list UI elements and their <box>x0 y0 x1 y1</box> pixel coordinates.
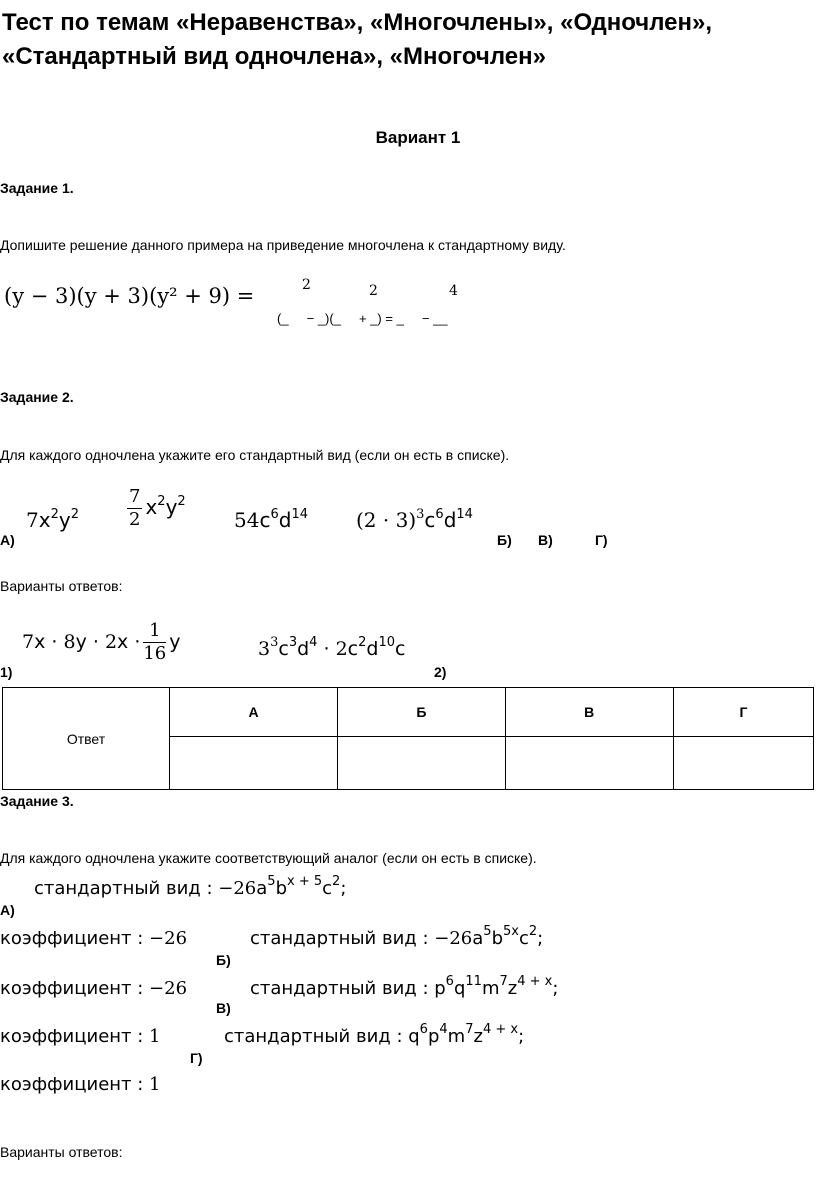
task3-coef-d <box>0 1074 161 1095</box>
page-title: Тест по темам «Неравенства», «Многочлены», «Одночлен», «Стандартный вид одночлена», «Многочлен» <box>2 9 713 70</box>
answer-table <box>2 687 814 790</box>
std-label: стандартный вид : <box>250 978 429 999</box>
task3-answers-heading: Варианты ответов: <box>0 1144 123 1160</box>
task1-sup-2: 2 <box>369 283 378 299</box>
task3-label-c: В) <box>216 1000 231 1016</box>
task2-option-2: $3^3c^3d^4 \cdot 2c^2d^{10}c$ <box>258 635 406 660</box>
task2-monomial-d: $(2 \cdot 3)^3c^6d^{14}$ <box>356 507 473 532</box>
answer-col-c: В <box>505 688 673 737</box>
coef-value: −26 <box>149 978 188 999</box>
task2-option-label-2: 2) <box>434 664 447 680</box>
coef-value: 1 <box>149 1026 161 1047</box>
task3-coef-c <box>0 1026 161 1047</box>
std-label: стандартный вид : <box>34 878 213 899</box>
task3-heading: Задание 3. <box>0 793 74 809</box>
task3-label-d: Г) <box>190 1050 203 1066</box>
task1-sup-1: 2 <box>302 277 311 293</box>
task2-option-label-1: 1) <box>0 664 13 680</box>
coef-label: коэффициент : <box>0 1074 144 1095</box>
task1-sup-3: 4 <box>449 283 458 299</box>
task2-label-a: А) <box>0 532 15 548</box>
task3-coef-b <box>0 978 187 999</box>
task3-label-b: Б) <box>216 952 231 968</box>
answer-col-b: Б <box>338 688 505 737</box>
task3-std-c: стандартный вид : $p^6q^{11}m^7z^{4 + x}$; <box>250 974 559 999</box>
task2-text: Для каждого одночлена укажите его стандартный вид (если он есть в списке). <box>0 447 510 463</box>
task2-option-1: 7x · 8y · 2x · $\frac{1}{16}$ y <box>22 620 181 664</box>
task1-text: Допишите решение данного примера на приведение многочлена к стандартному виду. <box>0 237 566 253</box>
task1-expression: (y − 3)(y + 3)(y² + 9) = <box>4 284 255 308</box>
answer-cell-a[interactable] <box>170 737 338 790</box>
answer-cell-b[interactable] <box>338 737 505 790</box>
coef-label: коэффициент : <box>0 928 144 949</box>
answer-cell-d[interactable] <box>673 737 813 790</box>
answer-row-label: Ответ <box>3 688 170 790</box>
coef-label: коэффициент : <box>0 978 144 999</box>
task1-heading: Задание 1. <box>0 180 74 196</box>
task2-monomial-b: $\frac{7}{2}$ $x^2y^2$ <box>129 486 186 530</box>
task3-std-b: стандартный вид : $-26a^5b^{5x}c^2$; <box>250 924 544 949</box>
task2-label-b: Б) <box>497 532 512 548</box>
task1-blanks: (_ − _)(_ + _) = _ − __ <box>277 311 448 326</box>
std-label: стандартный вид : <box>224 1026 403 1047</box>
task2-monomial-c: $54c^6d^{14}$ <box>234 507 308 532</box>
task3-std-d: стандартный вид : $q^6p^4m^7z^{4 + x}$; <box>224 1022 525 1047</box>
answer-col-a: А <box>170 688 338 737</box>
task3-text: Для каждого одночлена укажите соответствующий аналог (если он есть в списке). <box>0 850 537 866</box>
std-label: стандартный вид : <box>250 928 429 949</box>
task2-monomial-a: $7x^2y^2$ <box>26 507 79 532</box>
task3-label-a: А) <box>0 902 15 918</box>
task3-std-a: стандартный вид : $-26a^5b^{x + 5}c^2$; <box>34 874 347 899</box>
task2-heading: Задание 2. <box>0 389 74 405</box>
coef-value: 1 <box>149 1074 161 1095</box>
coef-label: коэффициент : <box>0 1026 144 1047</box>
answer-cell-c[interactable] <box>505 737 673 790</box>
task2-label-d: Г) <box>595 532 608 548</box>
task2-answers-heading: Варианты ответов: <box>0 578 123 594</box>
coef-value: −26 <box>149 928 188 949</box>
task2-label-c: В) <box>538 532 553 548</box>
variant-heading: Вариант 1 <box>375 128 461 147</box>
task3-coef-a <box>0 928 187 949</box>
answer-col-d: Г <box>673 688 813 737</box>
